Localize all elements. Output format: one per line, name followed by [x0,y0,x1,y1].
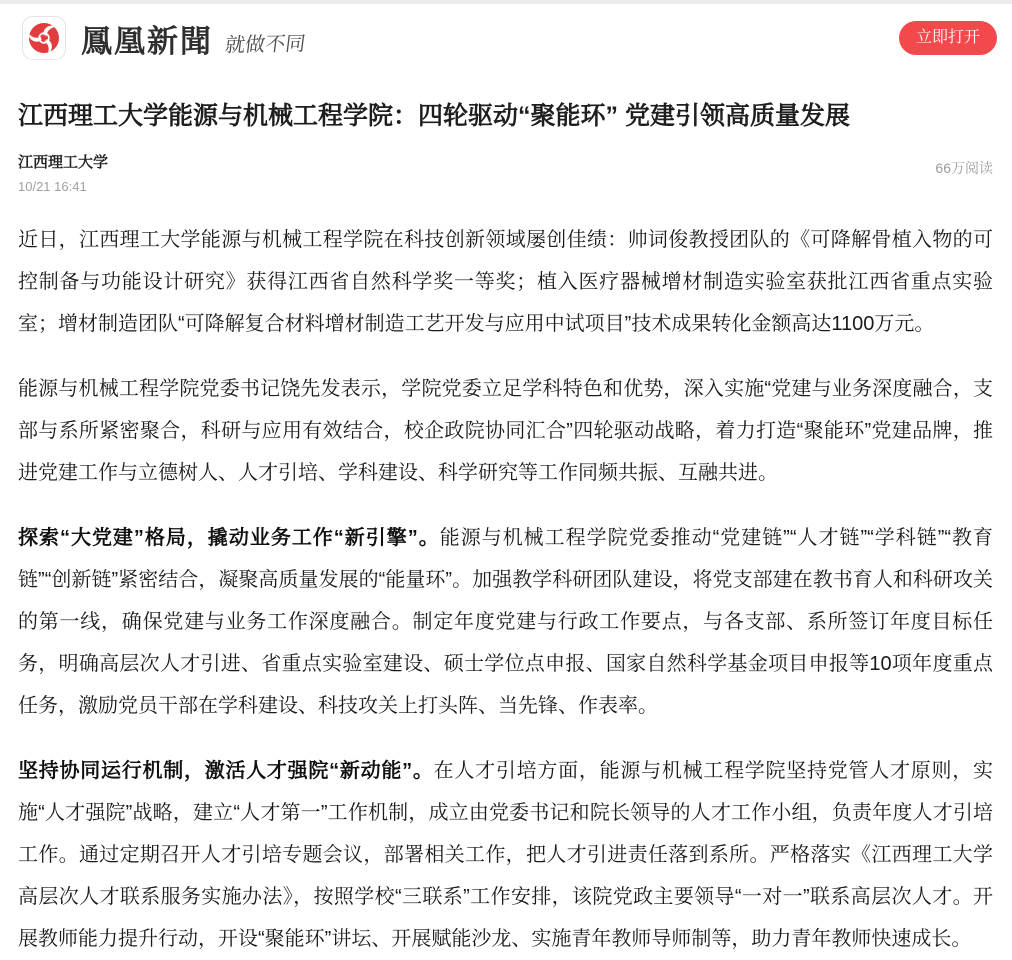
app-banner [0,4,1012,66]
paragraph-text: 在人才引培方面，能源与机械工程学院坚持党管人才原则，实施“人才强院”战略，建立“人才第一”工作机制，成立由党委书记和院长领导的人才工作小组，负责年度人才引培工作。通过定期召开人才引培专题会议，部署相关工作，把人才引进责任落到系所。严格落实《江西理工大学高层次人才联系服务实施办法》，按照学校“三联系”工作安排，该院党政主要领导“一对一”联系高层次人才。开展教师能力提升行动，开设“聚能环”讲坛、开展赋能沙龙、实施青年教师导师制等，助力青年教师快速成长。 [18,759,994,950]
open-app-button[interactable]: 立即打开 [899,21,997,55]
paragraph-lead: 探索“大党建”格局，撬动业务工作“新引擎”。 [18,526,440,549]
article-meta [18,151,993,194]
article-page [0,100,1012,960]
phoenix-swirl-icon [26,20,62,56]
article-body [18,219,993,960]
read-count: 66万阅读 [935,159,993,176]
paragraph-lead: 坚持协同运行机制，激活人才强院“新动能”。 [18,759,434,782]
article-title: 江西理工大学能源与机械工程学院：四轮驱动“聚能环” 党建引领高质量发展 [18,102,850,130]
author-link[interactable]: 江西理工大学 [18,153,109,171]
paragraph [18,517,993,727]
publish-time: 10/21 16:41 [18,178,87,194]
paragraph [18,368,993,494]
paragraph-text: 近日，江西理工大学能源与机械工程学院在科技创新领域屡创佳绩：帅词俊教授团队的《可降解骨植入物的可控制备与功能设计研究》获得江西省自然科学奖一等奖；植入医疗器械增材制造实验室获批江西省重点实验室；增材制造团队“可降解复合材料增材制造工艺开发与应用中试项目”技术成果转化金额高达1100万元。 [18,228,993,335]
paragraph-text: 能源与机械工程学院党委书记饶先发表示，学院党委立足学科特色和优势，深入实施“党建与业务深度融合，支部与系所紧密聚合，科研与应用有效结合，校企政院协同汇合”四轮驱动战略，着力打造“聚能环”党建品牌，推进党建工作与立德树人、人才引培、学科建设、科学研究等工作同频共振、互融共进。 [18,377,993,484]
brand-name: 鳳凰新聞 [81,23,213,59]
brand-tagline: 就做不同 [223,32,307,57]
paragraph [18,750,993,960]
phoenix-news-logo [22,16,66,60]
paragraph-text: 能源与机械工程学院党委推动“党建链”“人才链”“学科链”“教育链”“创新链”紧密结合，凝聚高质量发展的“能量环”。加强教学科研团队建设，将党支部建在教书育人和科研攻关的第一线，确保党建与业务工作深度融合。制定年度党建与行政工作要点，与各支部、系所签订年度目标任务，明确高层次人才引进、省重点实验室建设、硕士学位点申报、国家自然科学基金项目申报等10项年度重点任务，激励党员干部在学科建设、科技攻关上打头阵、当先锋、作表率。 [18,526,994,717]
paragraph [18,219,993,345]
